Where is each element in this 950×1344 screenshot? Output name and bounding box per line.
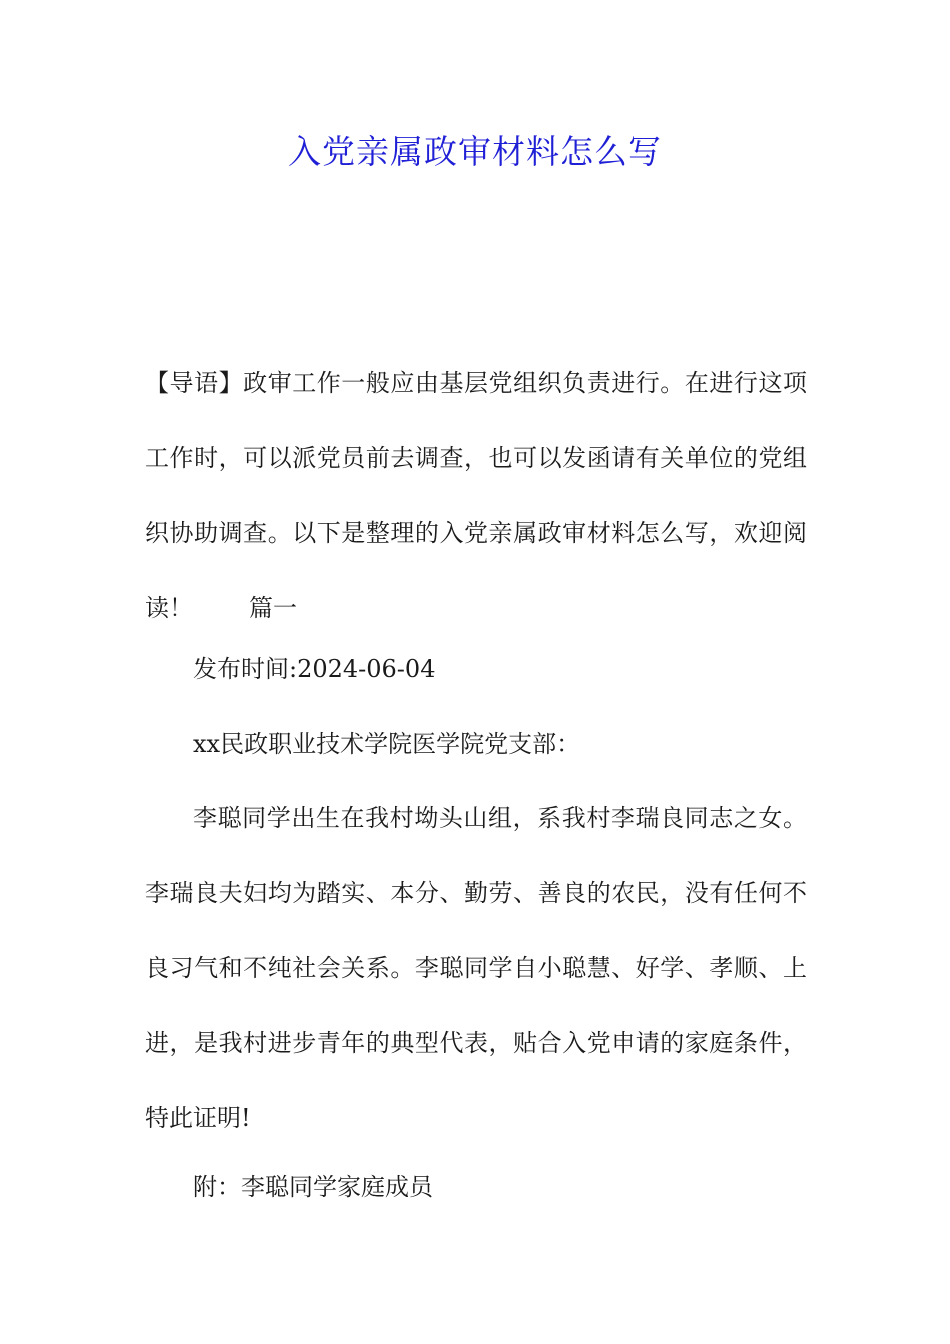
attachment-line: 附：李聪同学家庭成员: [193, 1173, 433, 1201]
addressee-line: xx民政职业技术学院医学院党支部：: [193, 730, 581, 758]
main-paragraph: 李聪同学出生在我村坳头山组，系我村李瑞良同志之女。李瑞良夫妇均为踏实、本分、勤劳、善良的农民，没有任何不良习气和不纯社会关系。李聪同学自小聪慧、好学、孝顺、上进，是我村进步青年的典型代表，贴合入党申请的家庭条件，特此证明!: [145, 804, 807, 1132]
publish-date: 发布时间:2024-06-04: [193, 655, 436, 683]
section-label: 篇一: [249, 594, 297, 622]
page-title: 入党亲属政审材料怎么写: [288, 132, 662, 171]
intro-paragraph: [145, 346, 807, 646]
intro-text: 【导语】政审工作一般应由基层党组织负责进行。在进行这项工作时，可以派党员前去调查，也可以发函请有关单位的党组织协助调查。以下是整理的入党亲属政审材料怎么写，欢迎阅读！: [145, 369, 807, 622]
